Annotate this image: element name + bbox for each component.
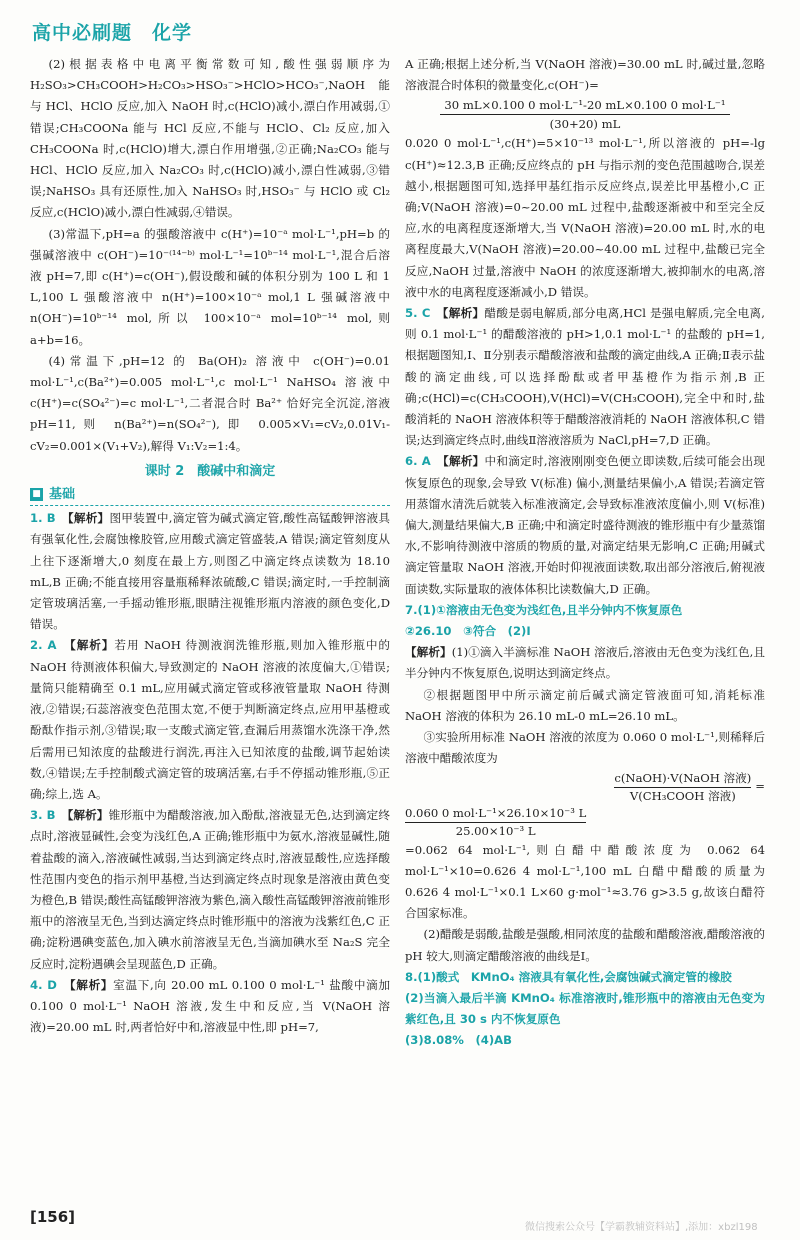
equals-sign: = — [755, 779, 765, 794]
question-7-analysis-b: ②根据题图甲中所示滴定前后碱式滴定管液面可知,消耗标准 NaOH 溶液的体积为 26.10 mL-0 mL=26.10 mL。 — [405, 687, 765, 723]
fraction-concentration — [405, 770, 765, 805]
fraction-oh-denominator: (30+20) mL — [440, 114, 729, 133]
paragraph-3: (3)常温下,pH=a 的强酸溶液中 c(H⁺)=10⁻ᵃ mol·L⁻¹,pH=b 的强碱溶液中 c(OH⁻)=10⁻⁽¹⁴⁻ᵇ⁾ mol·L⁻¹=10ᵇ⁻¹⁴ mol·L⁻¹,混合后溶液 pH=7,即 c(H⁺)=c(OH⁻),假设酸和碱的体积分别为 100 L 和 1 L,100 L 强酸溶液中 n(H⁺)=100×10⁻ᵃ mol,1 L 强碱溶液中 n(OH⁻)=10ᵇ⁻¹⁴ mol,所以 100×10⁻ᵃ mol=10ᵇ⁻¹⁴ mol,则 a+b=16。 — [30, 226, 390, 347]
question-2: 2. A 【解析】若用 NaOH 待测液润洗锥形瓶,则加入锥形瓶中的 NaOH 待测液体积偏大,导致测定的 NaOH 溶液的浓度偏大,①错误;量筒只能精确至 0.1 mL,应用碱式滴定管或移液管量取 NaOH 待测液,②错误;石蕊溶液变色范围太宽,不便于判断滴定终点,应用甲基橙或酚酞作指示剂,③错误;取一支酸式滴定管,查漏后用蒸馏水洗涤干净,然后需用已知浓度的盐酸进行润洗,再注入已知浓度的盐酸,调节起始读数,④错误;左手控制酸式滴定管的玻璃活塞,右手不停摇动锥形瓶,⑤正确;综上,选 A。 — [30, 638, 390, 801]
question-7-answer: 7.(1)①溶液由无色变为浅红色,且半分钟内不恢复原色 — [405, 602, 683, 617]
section-basics — [30, 484, 390, 506]
basics-label: 基础 — [49, 487, 76, 503]
question-7-answer-b: ②26.10 ③符合 (2)Ⅰ — [405, 624, 531, 639]
basics-icon: ■ — [30, 488, 43, 501]
question-8-answer-a: 8.(1)酸式 KMnO₄ 溶液具有氧化性,会腐蚀碱式滴定管的橡胶 — [405, 969, 732, 984]
watermark: 微信搜索公众号【学霸教辅资料站】,添加：xbzl198 — [525, 1222, 758, 1233]
question-8-answer-b: (2)当滴入最后半滴 KMnO₄ 标准溶液时,锥形瓶中的溶液由无色变为紫红色,且 30 s 内不恢复原色 — [405, 990, 765, 1027]
question-5: 5. C 【解析】醋酸是弱电解质,部分电离,HCl 是强电解质,完全电离,则 0.1 mol·L⁻¹ 的醋酸溶液的 pH>1,0.1 mol·L⁻¹ 的盐酸的 pH=1,根据题图知,Ⅰ、Ⅱ分别表示醋酸溶液和盐酸的滴定曲线,A 正确;Ⅱ表示盐酸的滴定曲线,可以选择酚酞或者甲基橙作为指示剂,B 正确;c(HCl)=c(CH₃COOH),V(HCl)=V(CH₃COOH),完全中和时,盐酸消耗的 NaOH 溶液体积等于醋酸溶液消耗的 NaOH 溶液体积,C 错误;达到滴定终点时,曲线Ⅱ溶液溶质为 NaCl,pH=7,D 正确。 — [405, 306, 765, 448]
paragraph-r1: A 正确;根据上述分析,当 V(NaOH 溶液)=30.00 mL 时,碱过量,忽略溶液混合时体积的微量变化,c(OH⁻)= — [405, 57, 765, 93]
fraction-calc — [405, 805, 765, 840]
fraction-oh — [405, 96, 765, 133]
fraction-calc-denominator: 25.00×10⁻³ L — [405, 822, 586, 840]
fraction-oh-numerator: 30 mL×0.100 0 mol·L⁻¹-20 mL×0.100 0 mol·L⁻¹ — [444, 98, 726, 113]
left-column — [30, 54, 390, 1038]
right-column — [405, 54, 765, 1052]
question-4: 4. D 【解析】室温下,向 20.00 mL 0.100 0 mol·L⁻¹ 盐酸中滴加 0.100 0 mol·L⁻¹ NaOH 溶液,发生中和反应,当 V(NaOH 溶液)=20.00 mL 时,两者恰好中和,溶液显中性,即 pH=7, — [30, 977, 390, 1035]
question-7-analysis-a: 【解析】(1)①滴入半滴标准 NaOH 溶液后,溶液由无色变为浅红色,且半分钟内不恢复原色,说明达到滴定终点。 — [405, 645, 765, 681]
paragraph-2: (2)根据表格中电离平衡常数可知,酸性强弱顺序为 H₂SO₃>CH₃COOH>H₂CO₃>HSO₃⁻>HClO>HCO₃⁻,NaOH 能与 HCl、HClO 反应,加入 NaOH 时,c(HClO)减小,漂白作用减弱,①错误;CH₃COONa 能与 HCl 反应,不能与 HClO、Cl₂ 反应,加入 CH₃COONa 时,c(HClO)增大,漂白作用增强,②正确;Na₂CO₃ 能与 HCl、HClO 反应,加入 Na₂CO₃ 时,c(HClO)减小,漂白性减弱,③错误;NaHSO₃ 具有还原性,加入 NaHSO₃ 时,HSO₃⁻ 与 HClO 或 Cl₂ 反应,c(HClO)减小,漂白性减弱,④错误。 — [30, 57, 390, 220]
question-7-analysis-e: (2)醋酸是弱酸,盐酸是强酸,相同浓度的盐酸和醋酸溶液,醋酸溶液的 pH 较大,则滴定醋酸溶液的曲线是Ⅰ。 — [405, 927, 765, 963]
question-7-analysis-c: ③实验所用标准 NaOH 溶液的浓度为 0.060 0 mol·L⁻¹,则稀释后溶液中醋酸浓度为 — [405, 730, 765, 766]
question-7-analysis-d: =0.062 64 mol·L⁻¹,则白醋中醋酸浓度为 0.062 64 mol·L⁻¹×10=0.626 4 mol·L⁻¹,100 mL 白醋中醋酸的质量为 0.626 4 mol·L⁻¹×0.1 L×60 g·mol⁻¹≈3.76 g>3.5 g,故该白醋符合国家标准。 — [405, 842, 765, 921]
lesson-title: 课时 2 酸碱中和滴定 — [144, 463, 276, 479]
page-number: [156] — [30, 1208, 76, 1226]
paragraph-4: (4)常温下,pH=12 的 Ba(OH)₂ 溶液中 c(OH⁻)=0.01 mol·L⁻¹,c(Ba²⁺)=0.005 mol·L⁻¹,c mol·L⁻¹ NaHSO₄ 溶液中 c(H⁺)=c(SO₄²⁻)=c mol·L⁻¹,二者混合时 Ba²⁺ 恰好完全沉淀,溶液 pH=11,则 n(Ba²⁺)=n(SO₄²⁻),即 0.005×V₁=cV₂,0.01V₁-cV₂=0.001×(V₁+V₂),解得 V₁:V₂=1:4。 — [30, 353, 390, 453]
fraction-concentration-denominator: V(CH₃COOH 溶液) — [614, 787, 751, 805]
question-8-answer-c: (3)8.08% (4)AB — [405, 1033, 512, 1048]
paragraph-r2: 0.020 0 mol·L⁻¹,c(H⁺)=5×10⁻¹³ mol·L⁻¹,所以溶液的 pH=-lg c(H⁺)≈12.3,B 正确;反应终点的 pH 与指示剂的变色范围越吻合,误差越小,根据题图可知,选择甲基红指示反应终点,误差比甲基橙小,C 正确;V(NaOH 溶液)=0~20.00 mL 过程中,盐酸逐渐被中和至完全反应,水的电离程度逐渐增大,当 V(NaOH 溶液)=20.00 mL 时,水的电离程度最大,V(NaOH 溶液)=20.00~40.00 mL 过程中,盐酸已完全反应,NaOH 过量,溶液中 NaOH 的浓度逐渐增大,被抑制水的电离,溶液中水的电离程度逐渐减小,D 错误。 — [405, 136, 765, 299]
page-header-title: 高中必刷题 化学 — [32, 22, 193, 44]
question-1: 1. B 【解析】图甲装置中,滴定管为碱式滴定管,酸性高锰酸钾溶液具有强氧化性,会腐蚀橡胶管,应用酸式滴定管盛装,A 错误;滴定管刻度从上往下逐渐增大,0 刻度在最上方,则图乙中滴定终点读数为 18.10 mL,B 正确;不能直接用容量瓶稀释浓硫酸,C 错误;滴定时,一手控制滴定管玻璃活塞,一手摇动锥形瓶,眼睛注视锥形瓶内溶液的颜色变化,D 错误。 — [30, 511, 390, 632]
fraction-concentration-numerator: c(NaOH)·V(NaOH 溶液) — [614, 770, 752, 785]
question-3: 3. B 【解析】锥形瓶中为醋酸溶液,加入酚酞,溶液显无色,达到滴定终点时,溶液显碱性,会变为浅红色,A 正确;锥形瓶中为氨水,溶液显碱性,随着盐酸的滴入,溶液碱性减弱,当达到滴定终点时,溶液显酸性,应选择酸性范围内变色的指示剂甲基橙,当达到滴定终点时现象是溶液由黄色变为橙色,B 错误;酸性高锰酸钾溶液为紫色,滴入酸性高锰酸钾溶液前锥形瓶中的溶液呈无色,当到达滴定终点时锥形瓶中的溶液为浅紫红色,C 正确;淀粉遇碘变蓝色,加入碘水前溶液呈无色,当滴加碘水至 Na₂S 完全反应时,淀粉遇碘会呈现蓝色,D 正确。 — [30, 808, 390, 971]
question-6: 6. A 【解析】中和滴定时,溶液刚刚变色便立即读数,后续可能会出现恢复原色的现象,会导致 V(标准) 偏小,测量结果偏小,A 错误;若滴定管用蒸馏水清洗后就装入标准液滴定,会导致标准液浓度偏小,则 V(标准) 偏大,测量结果偏大,B 正确;中和滴定时盛待测液的锥形瓶中有少量蒸馏水,不影响待测液中溶质的物质的量,对滴定结果无影响,C 正确;用碱式滴定管量取 NaOH 溶液,开始时仰视液面读数,取出部分溶液后,俯视液面读数,实际量取的液体体积比读数偏大,D 正确。 — [405, 454, 765, 596]
fraction-calc-numerator: 0.060 0 mol·L⁻¹×26.10×10⁻³ L — [405, 805, 587, 820]
